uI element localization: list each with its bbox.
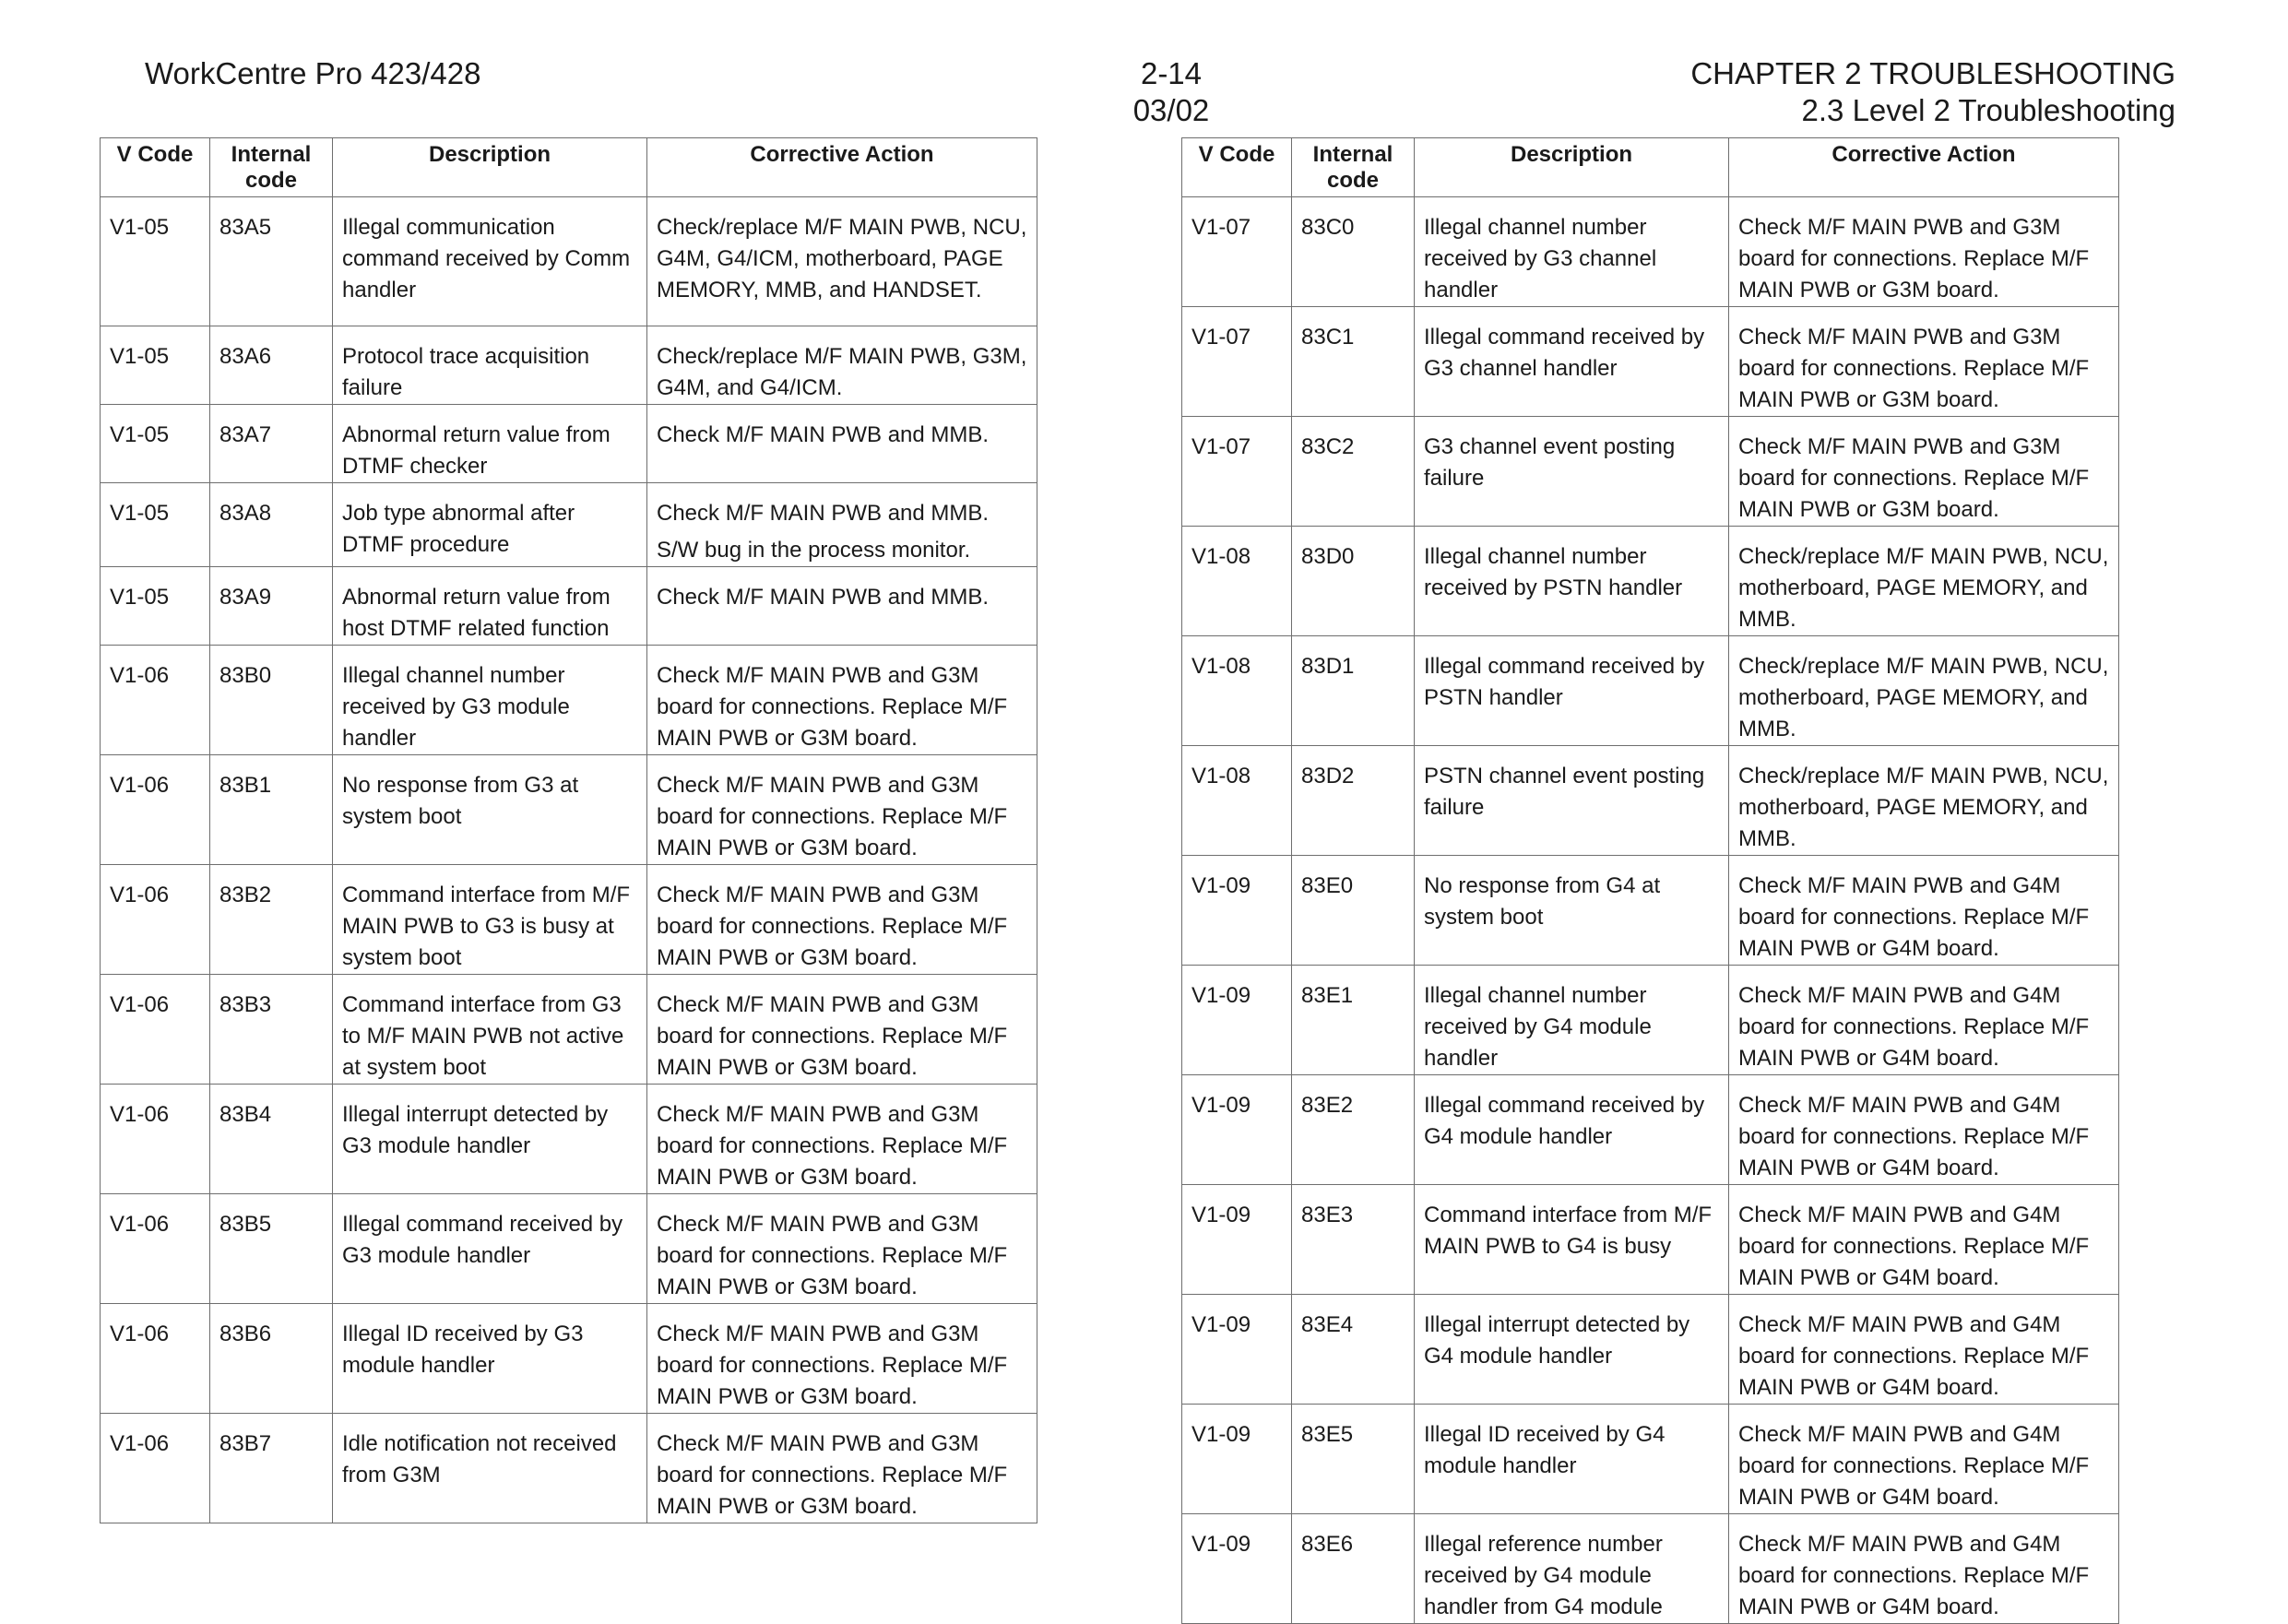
corrective-action-cell xyxy=(1729,197,2119,307)
description-cell xyxy=(333,483,647,567)
internal-code-cell xyxy=(210,326,333,405)
internal-code-cell-text: 83B2 xyxy=(219,883,272,907)
vcode-cell xyxy=(101,405,210,483)
page-date: 03/02 xyxy=(1132,93,1210,127)
corrective-action-cell xyxy=(647,646,1037,755)
vcode-cell-text: V1-07 xyxy=(1191,325,1251,350)
internal-code-cell-text: 83E4 xyxy=(1301,1312,1354,1337)
table-row xyxy=(101,197,1037,326)
corrective-action-cell xyxy=(1729,856,2119,966)
vcode-cell-text: V1-06 xyxy=(110,1322,170,1346)
vcode-cell xyxy=(101,1085,210,1194)
internal-code-cell xyxy=(210,1085,333,1194)
vcode-cell-text: V1-05 xyxy=(110,422,170,447)
vcode-cell xyxy=(1182,307,1292,417)
page-info xyxy=(1051,55,1291,129)
vcode-cell-text: V1-06 xyxy=(110,992,170,1017)
corrective-action-cell xyxy=(1729,636,2119,746)
description-cell-text: No response from G4 at system boot xyxy=(1424,873,1661,930)
corrective-action-cell-text: Check M/F MAIN PWB and G3M board for connections. Replace M/F MAIN PWB or G3M board. xyxy=(657,1322,1008,1409)
description-cell xyxy=(333,197,647,326)
vcode-cell xyxy=(101,646,210,755)
table-row xyxy=(101,1194,1037,1304)
internal-code-cell-text: 83D1 xyxy=(1301,654,1355,679)
corrective-action-cell-text: Check/replace M/F MAIN PWB, NCU, motherboard, PAGE MEMORY, and MMB. xyxy=(1738,654,2109,741)
table-row xyxy=(1182,527,2119,636)
corrective-action-cell-text: Check M/F MAIN PWB and G3M board for connections. Replace M/F MAIN PWB or G3M board. xyxy=(657,883,1008,970)
vcode-cell xyxy=(101,483,210,567)
table-row xyxy=(101,646,1037,755)
corrective-action-cell-text: Check M/F MAIN PWB and G4M board for connections. Replace M/F MAIN PWB or G4M board. xyxy=(1738,1422,2090,1510)
corrective-action-cell-text: Check M/F MAIN PWB and G4M board for connections. Replace M/F MAIN PWB or G4M board. xyxy=(1738,1312,2090,1400)
vcode-cell xyxy=(101,1194,210,1304)
description-cell xyxy=(333,646,647,755)
description-cell-text: Illegal channel number received by G3 channel handler xyxy=(1424,215,1657,302)
vcode-cell-text: V1-09 xyxy=(1191,1532,1251,1557)
corrective-action-cell xyxy=(647,1085,1037,1194)
description-cell xyxy=(1415,1295,1729,1405)
internal-code-cell xyxy=(1292,1295,1415,1405)
description-cell xyxy=(1415,636,1729,746)
internal-code-cell xyxy=(1292,197,1415,307)
description-cell-text: Illegal command received by G4 module handler xyxy=(1424,1093,1705,1149)
corrective-action-cell-text: Check M/F MAIN PWB and G4M board for connections. Replace M/F MAIN PWB or G4M board. xyxy=(1738,1203,2090,1290)
internal-code-cell xyxy=(210,197,333,326)
internal-code-cell xyxy=(210,567,333,646)
table-row xyxy=(1182,417,2119,527)
description-cell xyxy=(1415,197,1729,307)
internal-code-cell-text: 83B7 xyxy=(219,1431,272,1456)
corrective-action-cell-text: Check M/F MAIN PWB and G3M board for connections. Replace M/F MAIN PWB or G3M board. xyxy=(657,663,1008,751)
corrective-action-cell xyxy=(647,975,1037,1085)
column-header-vcode: V Code xyxy=(101,138,210,197)
vcode-cell-text: V1-06 xyxy=(110,883,170,907)
corrective-action-cell xyxy=(1729,307,2119,417)
vcode-cell xyxy=(101,1414,210,1523)
internal-code-cell-text: 83B1 xyxy=(219,773,272,798)
vcode-cell-text: V1-09 xyxy=(1191,1093,1251,1118)
vcode-cell xyxy=(1182,1185,1292,1295)
corrective-action-cell-text: Check M/F MAIN PWB and G4M board for connections. Replace M/F MAIN PWB or G4M board. xyxy=(1738,1093,2090,1180)
description-cell-text: PSTN channel event posting failure xyxy=(1424,764,1705,820)
table-row xyxy=(101,975,1037,1085)
vcode-cell xyxy=(1182,1514,1292,1624)
internal-code-cell xyxy=(210,1194,333,1304)
section-title: 2.3 Level 2 Troubleshooting xyxy=(1801,93,2175,127)
table-row xyxy=(1182,966,2119,1075)
corrective-action-cell xyxy=(1729,527,2119,636)
description-cell xyxy=(333,1085,647,1194)
internal-code-cell xyxy=(210,1304,333,1414)
vcode-cell xyxy=(1182,1405,1292,1514)
description-cell-text: Illegal command received by PSTN handler xyxy=(1424,654,1705,710)
corrective-action-cell-text: Check M/F MAIN PWB and MMB. xyxy=(657,422,990,447)
vcode-cell xyxy=(1182,527,1292,636)
table-row xyxy=(101,1414,1037,1523)
corrective-action-cell-text: Check M/F MAIN PWB and MMB. xyxy=(657,501,990,526)
description-cell xyxy=(1415,1514,1729,1624)
internal-code-cell xyxy=(1292,746,1415,856)
description-cell xyxy=(333,975,647,1085)
description-cell xyxy=(1415,1075,1729,1185)
vcode-cell-text: V1-06 xyxy=(110,663,170,688)
corrective-action-cell xyxy=(1729,746,2119,856)
vcode-cell-text: V1-06 xyxy=(110,773,170,798)
description-cell xyxy=(1415,856,1729,966)
table-row xyxy=(1182,856,2119,966)
corrective-action-cell xyxy=(647,326,1037,405)
table-row xyxy=(1182,1405,2119,1514)
corrective-action-cell-text: Check M/F MAIN PWB and MMB. xyxy=(657,585,990,610)
description-cell xyxy=(333,567,647,646)
corrective-action-cell-text: Check M/F MAIN PWB and G4M board for connections. Replace M/F MAIN PWB or G4M board. xyxy=(1738,983,2090,1071)
column-header-description: Description xyxy=(333,138,647,197)
internal-code-cell-text: 83E0 xyxy=(1301,873,1354,898)
table-row xyxy=(101,326,1037,405)
description-cell-text: Illegal communication command received by Comm handler xyxy=(342,215,631,302)
vcode-cell xyxy=(1182,1295,1292,1405)
internal-code-cell xyxy=(210,405,333,483)
description-cell-text: G3 channel event posting failure xyxy=(1424,434,1676,491)
internal-code-cell-text: 83E6 xyxy=(1301,1532,1354,1557)
description-cell xyxy=(333,1414,647,1523)
table-row xyxy=(1182,1075,2119,1185)
table-row xyxy=(1182,1295,2119,1405)
table-body-left xyxy=(101,197,1037,1523)
table-row xyxy=(101,483,1037,567)
description-cell-text: Illegal channel number received by G4 module handler xyxy=(1424,983,1652,1071)
table-header-row xyxy=(1182,138,2119,197)
description-cell-text: Job type abnormal after DTMF procedure xyxy=(342,501,575,557)
internal-code-cell-text: 83A7 xyxy=(219,422,272,447)
description-cell xyxy=(333,326,647,405)
corrective-action-cell-text: Check M/F MAIN PWB and G4M board for connections. Replace M/F MAIN PWB or G4M board. xyxy=(1738,1532,2090,1619)
internal-code-cell xyxy=(1292,966,1415,1075)
description-cell xyxy=(1415,307,1729,417)
internal-code-cell xyxy=(1292,1185,1415,1295)
corrective-action-cell-text: Check M/F MAIN PWB and G3M board for connections. Replace M/F MAIN PWB or G3M board. xyxy=(657,773,1008,860)
corrective-action-cell xyxy=(647,865,1037,975)
table-row xyxy=(101,567,1037,646)
internal-code-cell xyxy=(1292,1514,1415,1624)
corrective-action-cell xyxy=(647,567,1037,646)
description-cell-text: Illegal command received by G3 channel handler xyxy=(1424,325,1705,381)
description-cell xyxy=(1415,417,1729,527)
internal-code-cell-text: 83E3 xyxy=(1301,1203,1354,1227)
chapter-title: CHAPTER 2 TROUBLESHOOTING xyxy=(1690,56,2175,90)
vcode-cell-text: V1-05 xyxy=(110,215,170,240)
description-cell-text: No response from G3 at system boot xyxy=(342,773,579,829)
description-cell-text: Illegal interrupt detected by G4 module handler xyxy=(1424,1312,1690,1369)
corrective-action-cell-text: Check M/F MAIN PWB and G4M board for connections. Replace M/F MAIN PWB or G4M board. xyxy=(1738,873,2090,961)
internal-code-cell-text: 83B5 xyxy=(219,1212,272,1237)
table-row xyxy=(101,405,1037,483)
corrective-action-cell xyxy=(647,755,1037,865)
vcode-cell-text: V1-05 xyxy=(110,344,170,369)
corrective-action-cell xyxy=(1729,1405,2119,1514)
column-header-description: Description xyxy=(1415,138,1729,197)
vcode-cell xyxy=(101,567,210,646)
chapter-info xyxy=(1690,55,2175,129)
vcode-cell xyxy=(101,865,210,975)
description-cell xyxy=(1415,1185,1729,1295)
internal-code-cell xyxy=(1292,307,1415,417)
description-cell xyxy=(333,1304,647,1414)
corrective-action-cell-text: Check/replace M/F MAIN PWB, NCU, motherboard, PAGE MEMORY, and MMB. xyxy=(1738,764,2109,851)
description-cell-text: Illegal channel number received by G3 module handler xyxy=(342,663,570,751)
description-cell-text: Idle notification not received from G3M xyxy=(342,1431,617,1488)
vcode-cell xyxy=(1182,746,1292,856)
corrective-action-cell-text: Check/replace M/F MAIN PWB, NCU, motherboard, PAGE MEMORY, and MMB. xyxy=(1738,544,2109,632)
vcode-cell-text: V1-06 xyxy=(110,1431,170,1456)
corrective-action-note: S/W bug in the process monitor. xyxy=(657,538,971,563)
description-cell xyxy=(333,865,647,975)
table-row xyxy=(1182,1185,2119,1295)
corrective-action-cell xyxy=(1729,1514,2119,1624)
internal-code-cell-text: 83A9 xyxy=(219,585,272,610)
internal-code-cell xyxy=(1292,636,1415,746)
corrective-action-cell xyxy=(647,483,1037,567)
vcode-cell-text: V1-05 xyxy=(110,501,170,526)
column-header-internal-code: Internal code xyxy=(1292,138,1415,197)
internal-code-cell xyxy=(1292,417,1415,527)
vcode-cell xyxy=(101,975,210,1085)
table-row xyxy=(101,755,1037,865)
vcode-cell-text: V1-06 xyxy=(110,1102,170,1127)
corrective-action-cell-text: Check/replace M/F MAIN PWB, G3M, G4M, and G4/ICM. xyxy=(657,344,1027,400)
corrective-action-cell-text: Check M/F MAIN PWB and G3M board for connections. Replace M/F MAIN PWB or G3M board. xyxy=(1738,215,2090,302)
internal-code-cell-text: 83B6 xyxy=(219,1322,272,1346)
table-row xyxy=(1182,746,2119,856)
vcode-cell-text: V1-09 xyxy=(1191,983,1251,1008)
table-row xyxy=(101,1304,1037,1414)
vcode-cell-text: V1-09 xyxy=(1191,1312,1251,1337)
internal-code-cell-text: 83C0 xyxy=(1301,215,1355,240)
corrective-action-cell xyxy=(1729,1185,2119,1295)
column-header-vcode: V Code xyxy=(1182,138,1292,197)
internal-code-cell-text: 83A5 xyxy=(219,215,272,240)
vcode-cell-text: V1-06 xyxy=(110,1212,170,1237)
table-row xyxy=(1182,1514,2119,1624)
internal-code-cell-text: 83C1 xyxy=(1301,325,1355,350)
corrective-action-cell-text: Check M/F MAIN PWB and G3M board for connections. Replace M/F MAIN PWB or G3M board. xyxy=(1738,434,2090,522)
column-header-corrective-action: Corrective Action xyxy=(647,138,1037,197)
table-header-row xyxy=(101,138,1037,197)
internal-code-cell xyxy=(210,646,333,755)
description-cell-text: Illegal channel number received by PSTN handler xyxy=(1424,544,1683,600)
description-cell-text: Abnormal return value from DTMF checker xyxy=(342,422,611,479)
vcode-cell-text: V1-08 xyxy=(1191,654,1251,679)
vcode-cell xyxy=(1182,636,1292,746)
vcode-cell xyxy=(1182,197,1292,307)
description-cell xyxy=(1415,966,1729,1075)
product-name: WorkCentre Pro 423/428 xyxy=(145,56,481,90)
description-cell-text: Command interface from M/F MAIN PWB to G4 is busy xyxy=(1424,1203,1713,1259)
internal-code-cell-text: 83B0 xyxy=(219,663,272,688)
vcode-cell xyxy=(101,1304,210,1414)
description-cell xyxy=(333,405,647,483)
internal-code-cell-text: 83A6 xyxy=(219,344,272,369)
corrective-action-cell xyxy=(647,1414,1037,1523)
table-row xyxy=(101,865,1037,975)
corrective-action-cell xyxy=(647,197,1037,326)
table-row xyxy=(101,1085,1037,1194)
vcode-cell-text: V1-08 xyxy=(1191,764,1251,788)
corrective-action-cell xyxy=(1729,1075,2119,1185)
internal-code-cell-text: 83D0 xyxy=(1301,544,1355,569)
description-cell xyxy=(1415,746,1729,856)
page-number: 2-14 xyxy=(1140,56,1203,90)
description-cell-text: Illegal command received by G3 module handler xyxy=(342,1212,623,1268)
corrective-action-cell-text: Check M/F MAIN PWB and G3M board for connections. Replace M/F MAIN PWB or G3M board. xyxy=(657,1102,1008,1190)
internal-code-cell-text: 83B4 xyxy=(219,1102,272,1127)
vcode-cell-text: V1-07 xyxy=(1191,215,1251,240)
corrective-action-cell xyxy=(1729,417,2119,527)
corrective-action-cell-text: Check/replace M/F MAIN PWB, NCU, G4M, G4/ICM, motherboard, PAGE MEMORY, MMB, and HANDSET. xyxy=(657,215,1027,302)
corrective-action-cell-text: Check M/F MAIN PWB and G3M board for connections. Replace M/F MAIN PWB or G3M board. xyxy=(657,992,1008,1080)
description-cell xyxy=(333,755,647,865)
internal-code-cell xyxy=(210,1414,333,1523)
table-row xyxy=(1182,307,2119,417)
table-row xyxy=(1182,636,2119,746)
corrective-action-cell xyxy=(1729,1295,2119,1405)
description-cell-text: Abnormal return value from host DTMF related function xyxy=(342,585,611,641)
corrective-action-cell xyxy=(647,1304,1037,1414)
internal-code-cell-text: 83E5 xyxy=(1301,1422,1354,1447)
table-row xyxy=(1182,197,2119,307)
description-cell xyxy=(333,1194,647,1304)
description-cell-text: Protocol trace acquisition failure xyxy=(342,344,590,400)
internal-code-cell xyxy=(210,483,333,567)
internal-code-cell-text: 83B3 xyxy=(219,992,272,1017)
description-cell-text: Illegal interrupt detected by G3 module handler xyxy=(342,1102,609,1158)
corrective-action-cell xyxy=(647,1194,1037,1304)
vcode-cell xyxy=(1182,1075,1292,1185)
table-body-right xyxy=(1182,197,2119,1624)
vcode-cell xyxy=(101,755,210,865)
internal-code-cell xyxy=(1292,527,1415,636)
vcode-cell-text: V1-09 xyxy=(1191,1422,1251,1447)
corrective-action-cell xyxy=(647,405,1037,483)
internal-code-cell xyxy=(210,975,333,1085)
internal-code-cell-text: 83D2 xyxy=(1301,764,1355,788)
vcode-cell xyxy=(101,326,210,405)
internal-code-cell xyxy=(210,755,333,865)
vcode-cell-text: V1-07 xyxy=(1191,434,1251,459)
column-header-internal-code: Internal code xyxy=(210,138,333,197)
column-header-corrective-action: Corrective Action xyxy=(1729,138,2119,197)
corrective-action-cell-text: Check M/F MAIN PWB and G3M board for connections. Replace M/F MAIN PWB or G3M board. xyxy=(1738,325,2090,412)
internal-code-cell-text: 83E1 xyxy=(1301,983,1354,1008)
vcode-cell-text: V1-05 xyxy=(110,585,170,610)
description-cell-text: Command interface from M/F MAIN PWB to G3 is busy at system boot xyxy=(342,883,631,970)
fault-code-table-left xyxy=(100,137,1037,1523)
description-cell-text: Illegal reference number received by G4 module handler from G4 module xyxy=(1424,1532,1663,1619)
description-cell xyxy=(1415,1405,1729,1514)
vcode-cell xyxy=(101,197,210,326)
vcode-cell xyxy=(1182,856,1292,966)
internal-code-cell-text: 83C2 xyxy=(1301,434,1355,459)
internal-code-cell xyxy=(210,865,333,975)
vcode-cell-text: V1-09 xyxy=(1191,1203,1251,1227)
internal-code-cell xyxy=(1292,1405,1415,1514)
description-cell-text: Illegal ID received by G4 module handler xyxy=(1424,1422,1666,1478)
description-cell xyxy=(1415,527,1729,636)
vcode-cell xyxy=(1182,966,1292,1075)
internal-code-cell-text: 83E2 xyxy=(1301,1093,1354,1118)
internal-code-cell xyxy=(1292,1075,1415,1185)
description-cell-text: Command interface from G3 to M/F MAIN PWB not active at system boot xyxy=(342,992,624,1080)
corrective-action-cell-text: Check M/F MAIN PWB and G3M board for connections. Replace M/F MAIN PWB or G3M board. xyxy=(657,1212,1008,1299)
vcode-cell-text: V1-08 xyxy=(1191,544,1251,569)
internal-code-cell-text: 83A8 xyxy=(219,501,272,526)
description-cell-text: Illegal ID received by G3 module handler xyxy=(342,1322,584,1378)
vcode-cell xyxy=(1182,417,1292,527)
corrective-action-cell xyxy=(1729,966,2119,1075)
corrective-action-cell-text: Check M/F MAIN PWB and G3M board for connections. Replace M/F MAIN PWB or G3M board. xyxy=(657,1431,1008,1519)
internal-code-cell xyxy=(1292,856,1415,966)
fault-code-table-right xyxy=(1181,137,2119,1624)
vcode-cell-text: V1-09 xyxy=(1191,873,1251,898)
